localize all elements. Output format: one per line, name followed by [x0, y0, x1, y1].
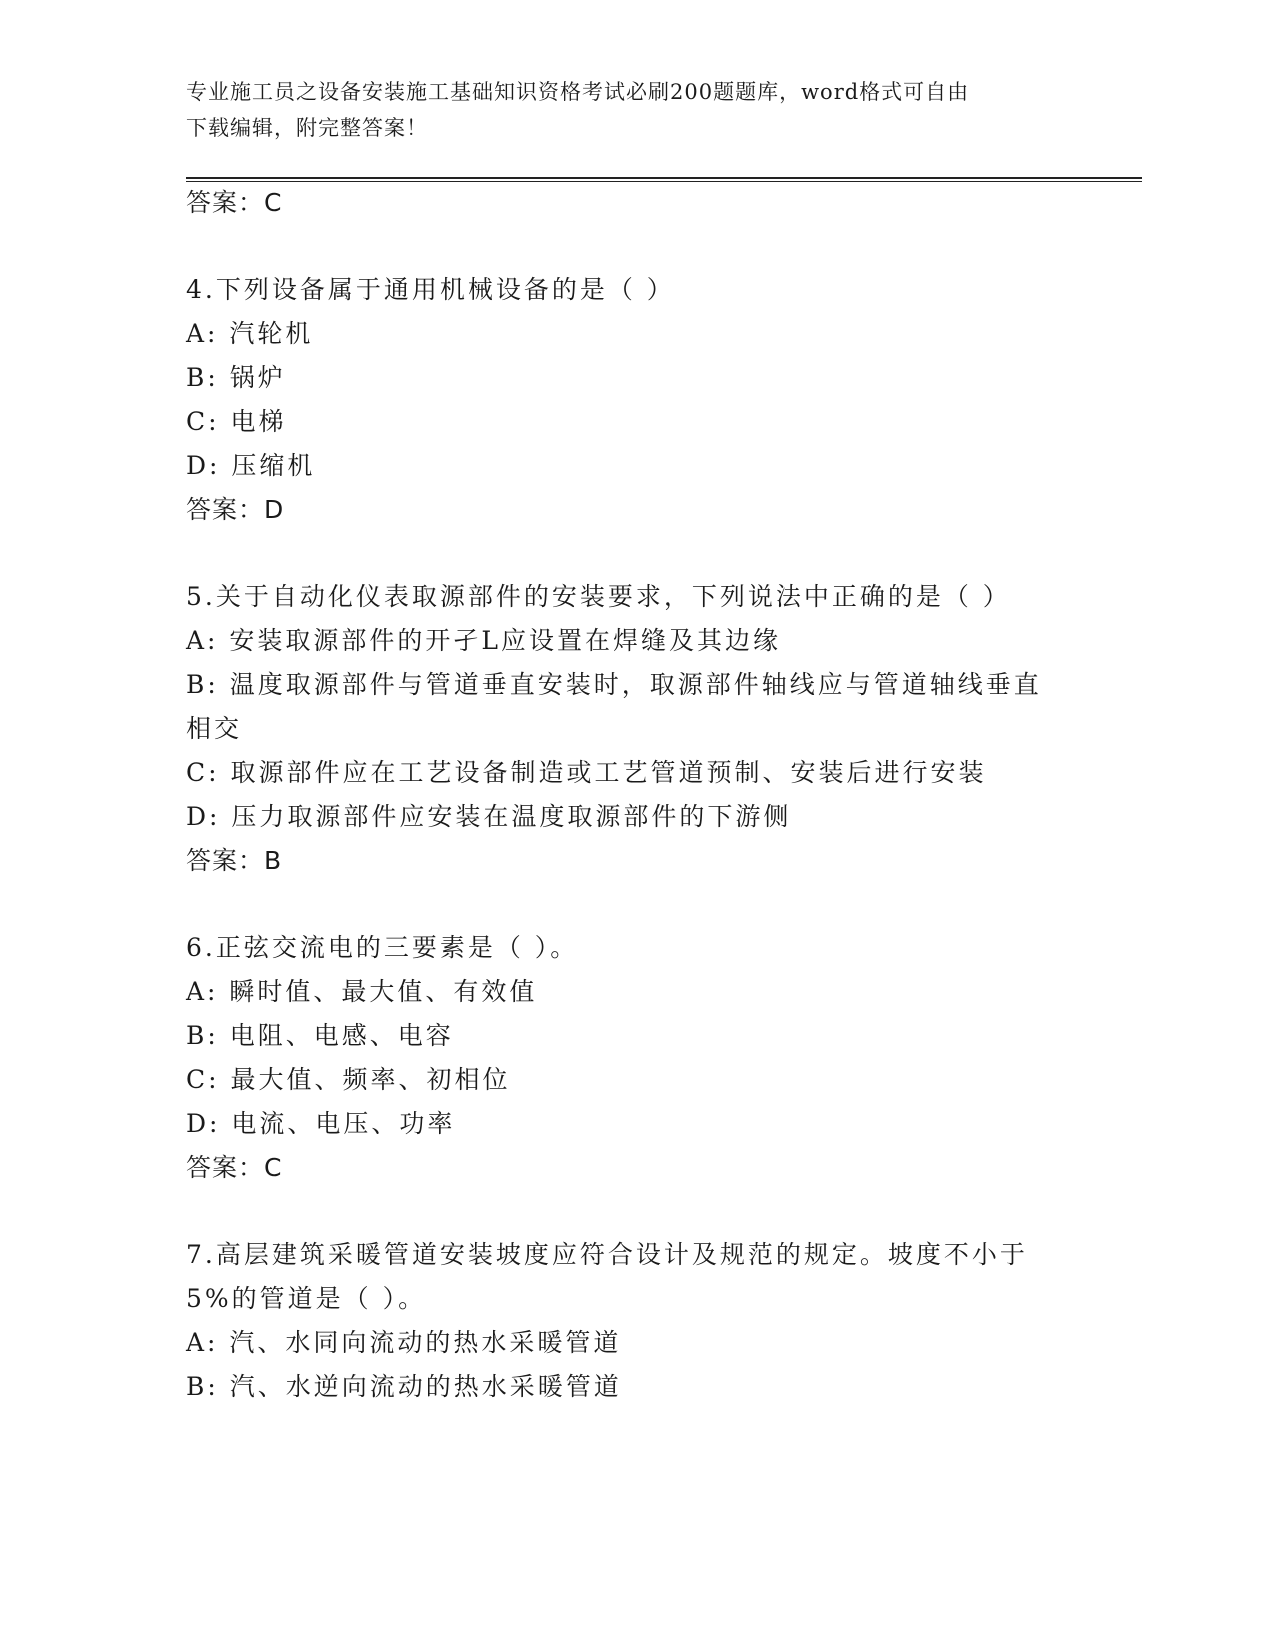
- question-4: 4.下列设备属于通用机械设备的是（ ）: [186, 275, 675, 304]
- header-divider-thick: [186, 177, 1142, 179]
- question-5-option-b-cont: 相交: [186, 714, 243, 743]
- header-divider-thin: [186, 181, 1142, 182]
- question-7-option-a: A: 汽、水同向流动的热水采暖管道: [186, 1328, 622, 1357]
- question-5-option-d: D: 压力取源部件应安装在温度取源部件的下游侧: [186, 802, 792, 831]
- question-4-option-c: C: 电梯: [186, 407, 287, 436]
- question-5-option-c: C: 取源部件应在工艺设备制造或工艺管道预制、安装后进行安装: [186, 758, 987, 787]
- question-5: 5.关于自动化仪表取源部件的安装要求，下列说法中正确的是（ ）: [186, 582, 1011, 611]
- answer-5: 答案：B: [186, 846, 283, 875]
- answer-3: 答案：C: [186, 188, 283, 217]
- answer-4: 答案：D: [186, 495, 285, 524]
- header-line-1: 专业施工员之设备安装施工基础知识资格考试必刷200题题库，word格式可自由: [186, 80, 970, 104]
- question-6-option-a: A: 瞬时值、最大值、有效值: [186, 977, 538, 1006]
- question-6-option-b: B: 电阻、电感、电容: [186, 1021, 454, 1050]
- question-6-option-c: C: 最大值、频率、初相位: [186, 1065, 511, 1094]
- header-line-2: 下载编辑，附完整答案！: [186, 116, 428, 140]
- question-5-option-b: B: 温度取源部件与管道垂直安装时，取源部件轴线应与管道轴线垂直: [186, 670, 1042, 699]
- question-6: 6.正弦交流电的三要素是（ ）。: [186, 933, 579, 962]
- answer-6: 答案：C: [186, 1153, 283, 1182]
- question-7-option-b: B: 汽、水逆向流动的热水采暖管道: [186, 1372, 622, 1401]
- question-7: 7.高层建筑采暖管道安装坡度应符合设计及规范的规定。坡度不小于: [186, 1240, 1028, 1269]
- question-4-option-b: B: 锅炉: [186, 363, 286, 392]
- question-7-cont: 5%的管道是（ ）。: [186, 1284, 427, 1313]
- question-4-option-d: D: 压缩机: [186, 451, 316, 480]
- document-header: [186, 74, 1086, 146]
- question-5-option-a: A: 安装取源部件的开孑L应设置在焊缝及其边缘: [186, 626, 782, 655]
- question-6-option-d: D: 电流、电压、功率: [186, 1109, 456, 1138]
- question-4-option-a: A: 汽轮机: [186, 319, 314, 348]
